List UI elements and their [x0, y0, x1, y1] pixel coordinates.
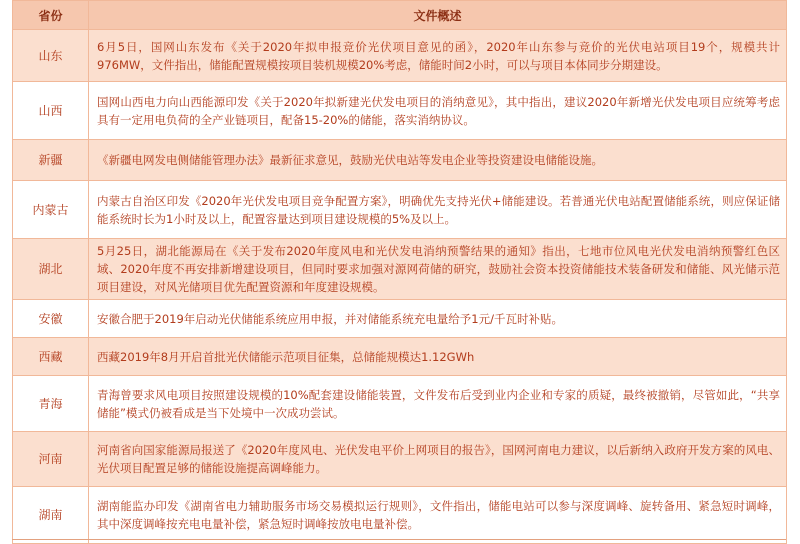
policy-table-container — [12, 0, 786, 544]
summary-cell: 安徽合肥于2019年启动光伏储能系统应用申报，并对储能系统充电量给予1元/千瓦时补贴。 — [89, 300, 787, 338]
table-row — [13, 140, 787, 181]
table-row — [13, 300, 787, 338]
table-row — [13, 432, 787, 487]
summary-cell: 国网山西电力向山西能源印发《关于2020年拟新建光伏发电项目的消纳意见》，其中指出，建议2020年新增光伏发电项目应统筹考虑具有一定用电负荷的全产业链项目，配备15-20%的储能，落实消纳协议。 — [89, 82, 787, 140]
summary-cell: 5月25日，湖北能源局在《关于发布2020年度风电和光伏发电消纳预警结果的通知》指出，七地市位风电光伏发电消纳预警红色区域、2020年度不再安排新增建设项目，但同时要求加强对源网荷储的研究，鼓励社会资本投资储能技术装备研发和储能、风光储示范项目建设，对风光储项目优先配置资源和年度建设规模。 — [89, 239, 787, 300]
summary-cell: 湖南能监办印发《湖南省电力辅助服务市场交易模拟运行规则》，文件指出，储能电站可以参与深度调峰、旋转备用、紧急短时调峰，其中深度调峰按充电电量补偿，紧急短时调峰按放电电量补偿。 — [89, 487, 787, 544]
province-cell: 内蒙古 — [13, 181, 89, 239]
table-row — [13, 338, 787, 376]
summary-cell: 6月5日，国网山东发布《关于2020年拟申报竞价光伏项目意见的函》，2020年山东参与竞价的光伏电站项目19个，规模共计976MW，文件指出，储能配置规模按项目装机规模20%考虑，储能时间2小时，可以与项目本体同步分期建设。 — [89, 30, 787, 82]
province-cell: 河南 — [13, 432, 89, 487]
table-row — [13, 30, 787, 82]
province-cell: 新疆 — [13, 140, 89, 181]
summary-cell: 内蒙古自治区印发《2020年光伏发电项目竞争配置方案》，明确优先支持光伏+储能建设。若普通光伏电站配置储能系统，则应保证储能系统时长为1小时及以上，配置容量达到项目建设规模的5%及以上。 — [89, 181, 787, 239]
summary-cell: 西藏2019年8月开启首批光伏储能示范项目征集，总储能规模达1.12GWh — [89, 338, 787, 376]
province-cell: 湖北 — [13, 239, 89, 300]
table-header-row — [13, 1, 787, 30]
table-row — [13, 487, 787, 544]
header-province: 省份 — [13, 1, 89, 30]
province-cell: 山东 — [13, 30, 89, 82]
header-summary: 文件概述 — [89, 1, 787, 30]
table-bottom-divider — [12, 539, 786, 540]
summary-cell: 河南省向国家能源局报送了《2020年度风电、光伏发电平价上网项目的报告》，国网河南电力建议，以后新纳入政府开发方案的风电、光伏项目配置足够的储能设施提高调峰能力。 — [89, 432, 787, 487]
table-row — [13, 239, 787, 300]
table-row — [13, 181, 787, 239]
province-cell: 湖南 — [13, 487, 89, 544]
policy-table — [12, 0, 787, 544]
province-cell: 山西 — [13, 82, 89, 140]
province-cell: 安徽 — [13, 300, 89, 338]
province-cell: 青海 — [13, 376, 89, 432]
summary-cell: 青海曾要求风电项目按照建设规模的10%配套建设储能装置，文件发布后受到业内企业和专家的质疑，最终被撤销，尽管如此，“共享储能”模式仍被看成是当下处境中一次成功尝试。 — [89, 376, 787, 432]
province-cell: 西藏 — [13, 338, 89, 376]
summary-cell: 《新疆电网发电侧储能管理办法》最新征求意见，鼓励光伏电站等发电企业等投资建设电储能设施。 — [89, 140, 787, 181]
table-row — [13, 82, 787, 140]
table-row — [13, 376, 787, 432]
